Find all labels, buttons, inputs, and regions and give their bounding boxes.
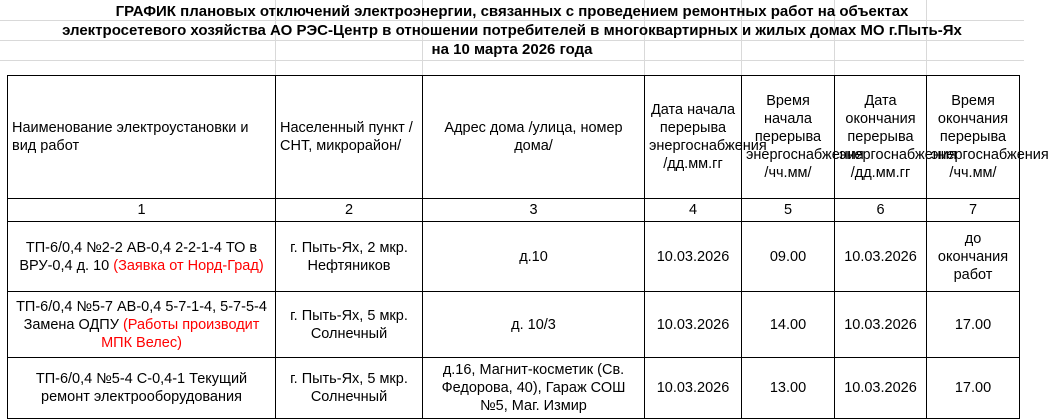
table-row <box>8 292 1020 358</box>
header-address: Адрес дома /улица, номер дома/ <box>423 76 645 199</box>
table-row <box>8 358 1020 419</box>
title-line-3: на 10 марта 2026 года <box>431 41 593 58</box>
end-time-cell: до окончания работ <box>927 222 1020 292</box>
start-date-cell: 10.03.2026 <box>645 222 742 292</box>
column-number: 4 <box>645 199 742 222</box>
start-date-cell: 10.03.2026 <box>645 358 742 419</box>
end-time-cell: 17.00 <box>927 292 1020 358</box>
column-number: 2 <box>276 199 423 222</box>
end-date-cell: 10.03.2026 <box>835 222 927 292</box>
address-cell: д. 10/3 <box>423 292 645 358</box>
end-date-cell: 10.03.2026 <box>835 292 927 358</box>
header-end-date: Дата окончания перерыва энергоснабжения /дд.мм.гг <box>835 76 927 199</box>
work-text: ТП-6/0,4 №5-4 С-0,4-1 Текущий ремонт электрооборудования <box>35 371 248 405</box>
title-line-2: электросетевого хозяйства АО РЭС-Центр в отношении потребителей в многоквартирных и жилых домах МО г.Пыть-Ях <box>62 22 962 39</box>
start-time-cell: 09.00 <box>742 222 835 292</box>
address-cell: д.16, Магнит-косметик (Св. Федорова, 40), Гараж СОШ №5, Маг. Измир <box>423 358 645 419</box>
header-locality: Населенный пункт /СНТ, микрорайон/ <box>276 76 423 199</box>
header-start-date: Дата начала перерыва энергоснабжения /дд.мм.гг <box>645 76 742 199</box>
end-date-cell: 10.03.2026 <box>835 358 927 419</box>
work-cell <box>8 292 276 358</box>
column-number: 3 <box>423 199 645 222</box>
outage-schedule-table <box>7 75 1049 419</box>
sheet-gridline <box>0 60 1024 61</box>
table-row <box>8 222 1020 292</box>
locality-cell: г. Пыть-Ях, 5 мкр. Солнечный <box>276 358 423 419</box>
table-header-row <box>8 76 1020 199</box>
work-note: (Заявка от Норд-Град) <box>113 257 264 274</box>
locality-cell: г. Пыть-Ях, 2 мкр. Нефтяников <box>276 222 423 292</box>
work-text: ТП-6/0,4 №5-7 АВ-0,4 5-7-1-4, 5-7-5-4 Замена ОДПУ <box>16 298 267 333</box>
address-cell: д.10 <box>423 222 645 292</box>
document-title <box>0 2 1024 59</box>
work-cell <box>8 222 276 292</box>
start-time-cell: 13.00 <box>742 358 835 419</box>
column-number: 7 <box>927 199 1020 222</box>
start-date-cell: 10.03.2026 <box>645 292 742 358</box>
column-number-row <box>8 199 1020 222</box>
title-line-1: ГРАФИК плановых отключений электроэнергии, связанных с проведением ремонтных работ на объектах <box>115 3 909 20</box>
locality-cell: г. Пыть-Ях, 5 мкр. Солнечный <box>276 292 423 358</box>
header-end-time: Время окончания перерыва энергоснабжения /чч.мм/ <box>927 76 1020 199</box>
column-number: 6 <box>835 199 927 222</box>
column-number: 1 <box>8 199 276 222</box>
start-time-cell: 14.00 <box>742 292 835 358</box>
work-text: ТП-6/0,4 №2-2 АВ-0,4 2-2-1-4 ТО в ВРУ-0,4 д. 10 <box>19 239 258 274</box>
end-time-cell: 17.00 <box>927 358 1020 419</box>
header-start-time: Время начала перерыва энергоснабжения /чч.мм/ <box>742 76 835 199</box>
column-number: 5 <box>742 199 835 222</box>
header-work: Наименование электроустановки и вид работ <box>8 76 276 199</box>
work-cell <box>8 358 276 419</box>
work-note: (Работы производит МПК Велес) <box>101 316 260 351</box>
